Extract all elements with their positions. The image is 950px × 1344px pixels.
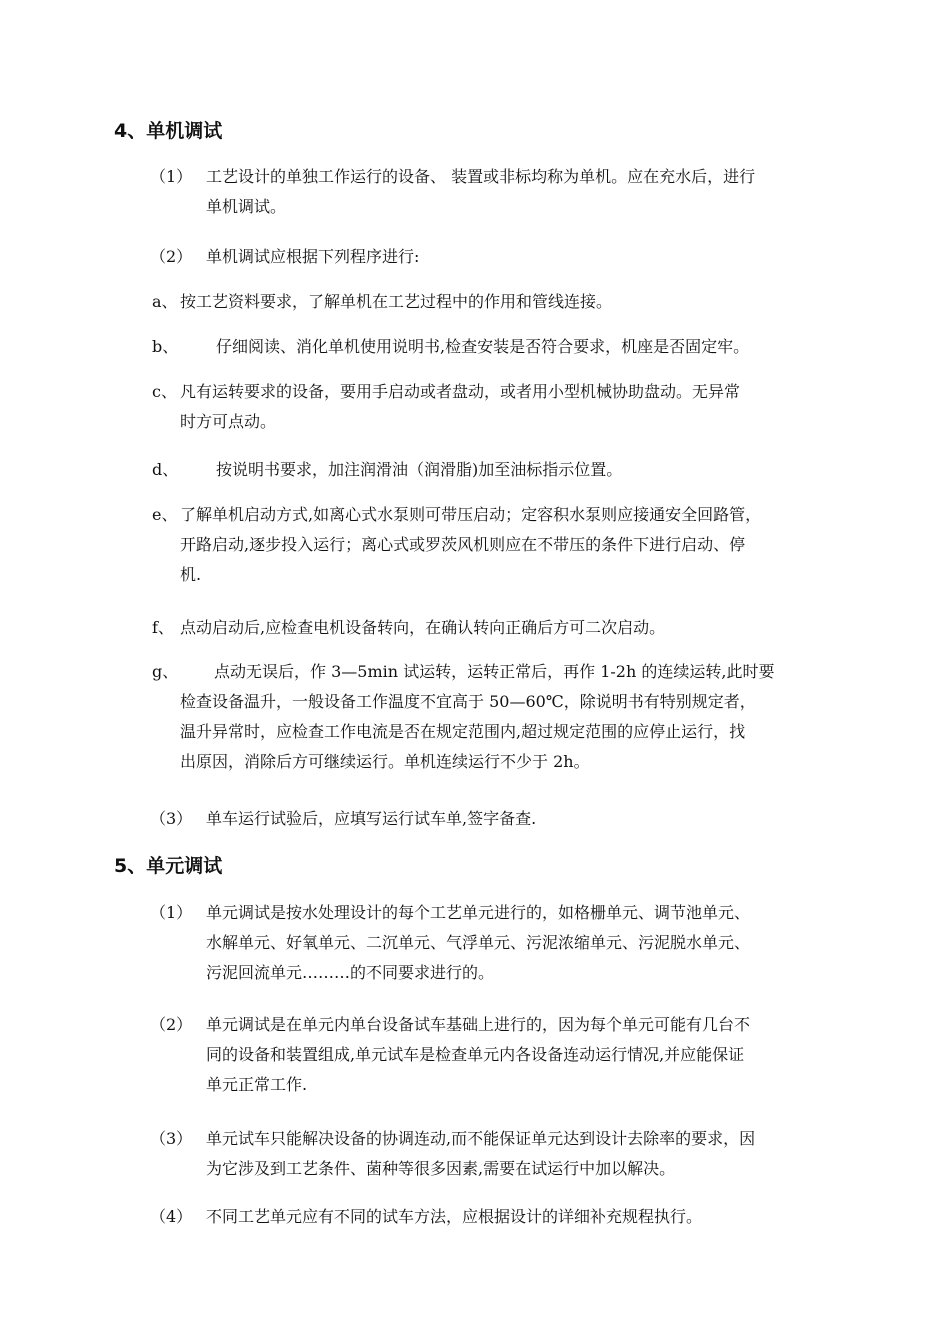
- item-marker: （3）: [150, 1129, 193, 1148]
- item-marker: d、: [152, 460, 179, 479]
- item-line: 仔细阅读、消化单机使用说明书,检查安装是否符合要求，机座是否固定牢。: [216, 337, 750, 356]
- item-line: 单元试车只能解决设备的协调连动,而不能保证单元达到设计去除率的要求，因: [206, 1129, 756, 1148]
- item-line: 单元正常工作.: [206, 1075, 308, 1094]
- item-marker: f、: [152, 618, 174, 637]
- item-marker: c、: [152, 382, 177, 401]
- item-marker: （1）: [150, 167, 193, 186]
- item-line: 时方可点动。: [180, 412, 277, 431]
- item-line: 为它涉及到工艺条件、菌种等很多因素,需要在试运行中加以解决。: [206, 1159, 676, 1178]
- item-marker: a、: [152, 292, 178, 311]
- item-line: 温升异常时，应检查工作电流是否在规定范围内,超过规定范围的应停止运行，找: [180, 722, 746, 741]
- item-marker: （3）: [150, 809, 193, 828]
- item-line: 按说明书要求，加注润滑油（润滑脂)加至油标指示位置。: [216, 460, 623, 479]
- item-marker: （2）: [150, 247, 193, 266]
- item-marker: （4）: [150, 1207, 193, 1226]
- item-marker: （1）: [150, 903, 193, 922]
- item-line: 按工艺资料要求，了解单机在工艺过程中的作用和管线连接。: [180, 292, 613, 311]
- item-line: 凡有运转要求的设备，要用手启动或者盘动，或者用小型机械协助盘动。无异常: [180, 382, 741, 401]
- item-line: 水解单元、好氧单元、二沉单元、气浮单元、污泥浓缩单元、污泥脱水单元、: [206, 933, 751, 952]
- item-marker: g、: [152, 662, 179, 681]
- item-marker: e、: [152, 505, 178, 524]
- item-line: 点动启动后,应检查电机设备转向，在确认转向正确后方可二次启动。: [180, 618, 666, 637]
- item-line: 点动无误后，作 3—5min 试运转，运转正常后，再作 1-2h 的连续运转,此时要: [214, 662, 775, 681]
- item-line: 开路启动,逐步投入运行；离心式或罗茨风机则应在不带压的条件下进行启动、停: [180, 535, 746, 554]
- section-4-heading: 4、单机调试: [114, 120, 223, 142]
- item-line: 单车运行试验后，应填写运行试车单,签字备查.: [206, 809, 537, 828]
- item-marker: b、: [152, 337, 179, 356]
- item-line: 机.: [180, 565, 202, 584]
- item-line: 出原因，消除后方可继续运行。单机连续运行不少于 2h。: [180, 752, 590, 771]
- item-line: 工艺设计的单独工作运行的设备、 装置或非标均称为单机。应在充水后，进行: [206, 167, 756, 186]
- item-line: 了解单机启动方式,如离心式水泵则可带压启动；定容积水泵则应接通安全回路管，: [180, 505, 762, 524]
- item-marker: （2）: [150, 1015, 193, 1034]
- item-line: 检查设备温升，一般设备工作温度不宜高于 50—60℃，除说明书有特别规定者，: [180, 692, 756, 711]
- item-line: 单元调试是按水处理设计的每个工艺单元进行的，如格栅单元、调节池单元、: [206, 903, 751, 922]
- item-line: 同的设备和装置组成,单元试车是检查单元内各设备连动运行情况,并应能保证: [206, 1045, 745, 1064]
- section-5-heading: 5、单元调试: [114, 855, 223, 877]
- item-line: 单机调试应根据下列程序进行:: [206, 247, 420, 266]
- item-line: 单机调试。: [206, 197, 287, 216]
- item-line: 污泥回流单元………的不同要求进行的。: [206, 963, 495, 982]
- item-line: 单元调试是在单元内单台设备试车基础上进行的，因为每个单元可能有几台不: [206, 1015, 751, 1034]
- item-line: 不同工艺单元应有不同的试车方法，应根据设计的详细补充规程执行。: [206, 1207, 703, 1226]
